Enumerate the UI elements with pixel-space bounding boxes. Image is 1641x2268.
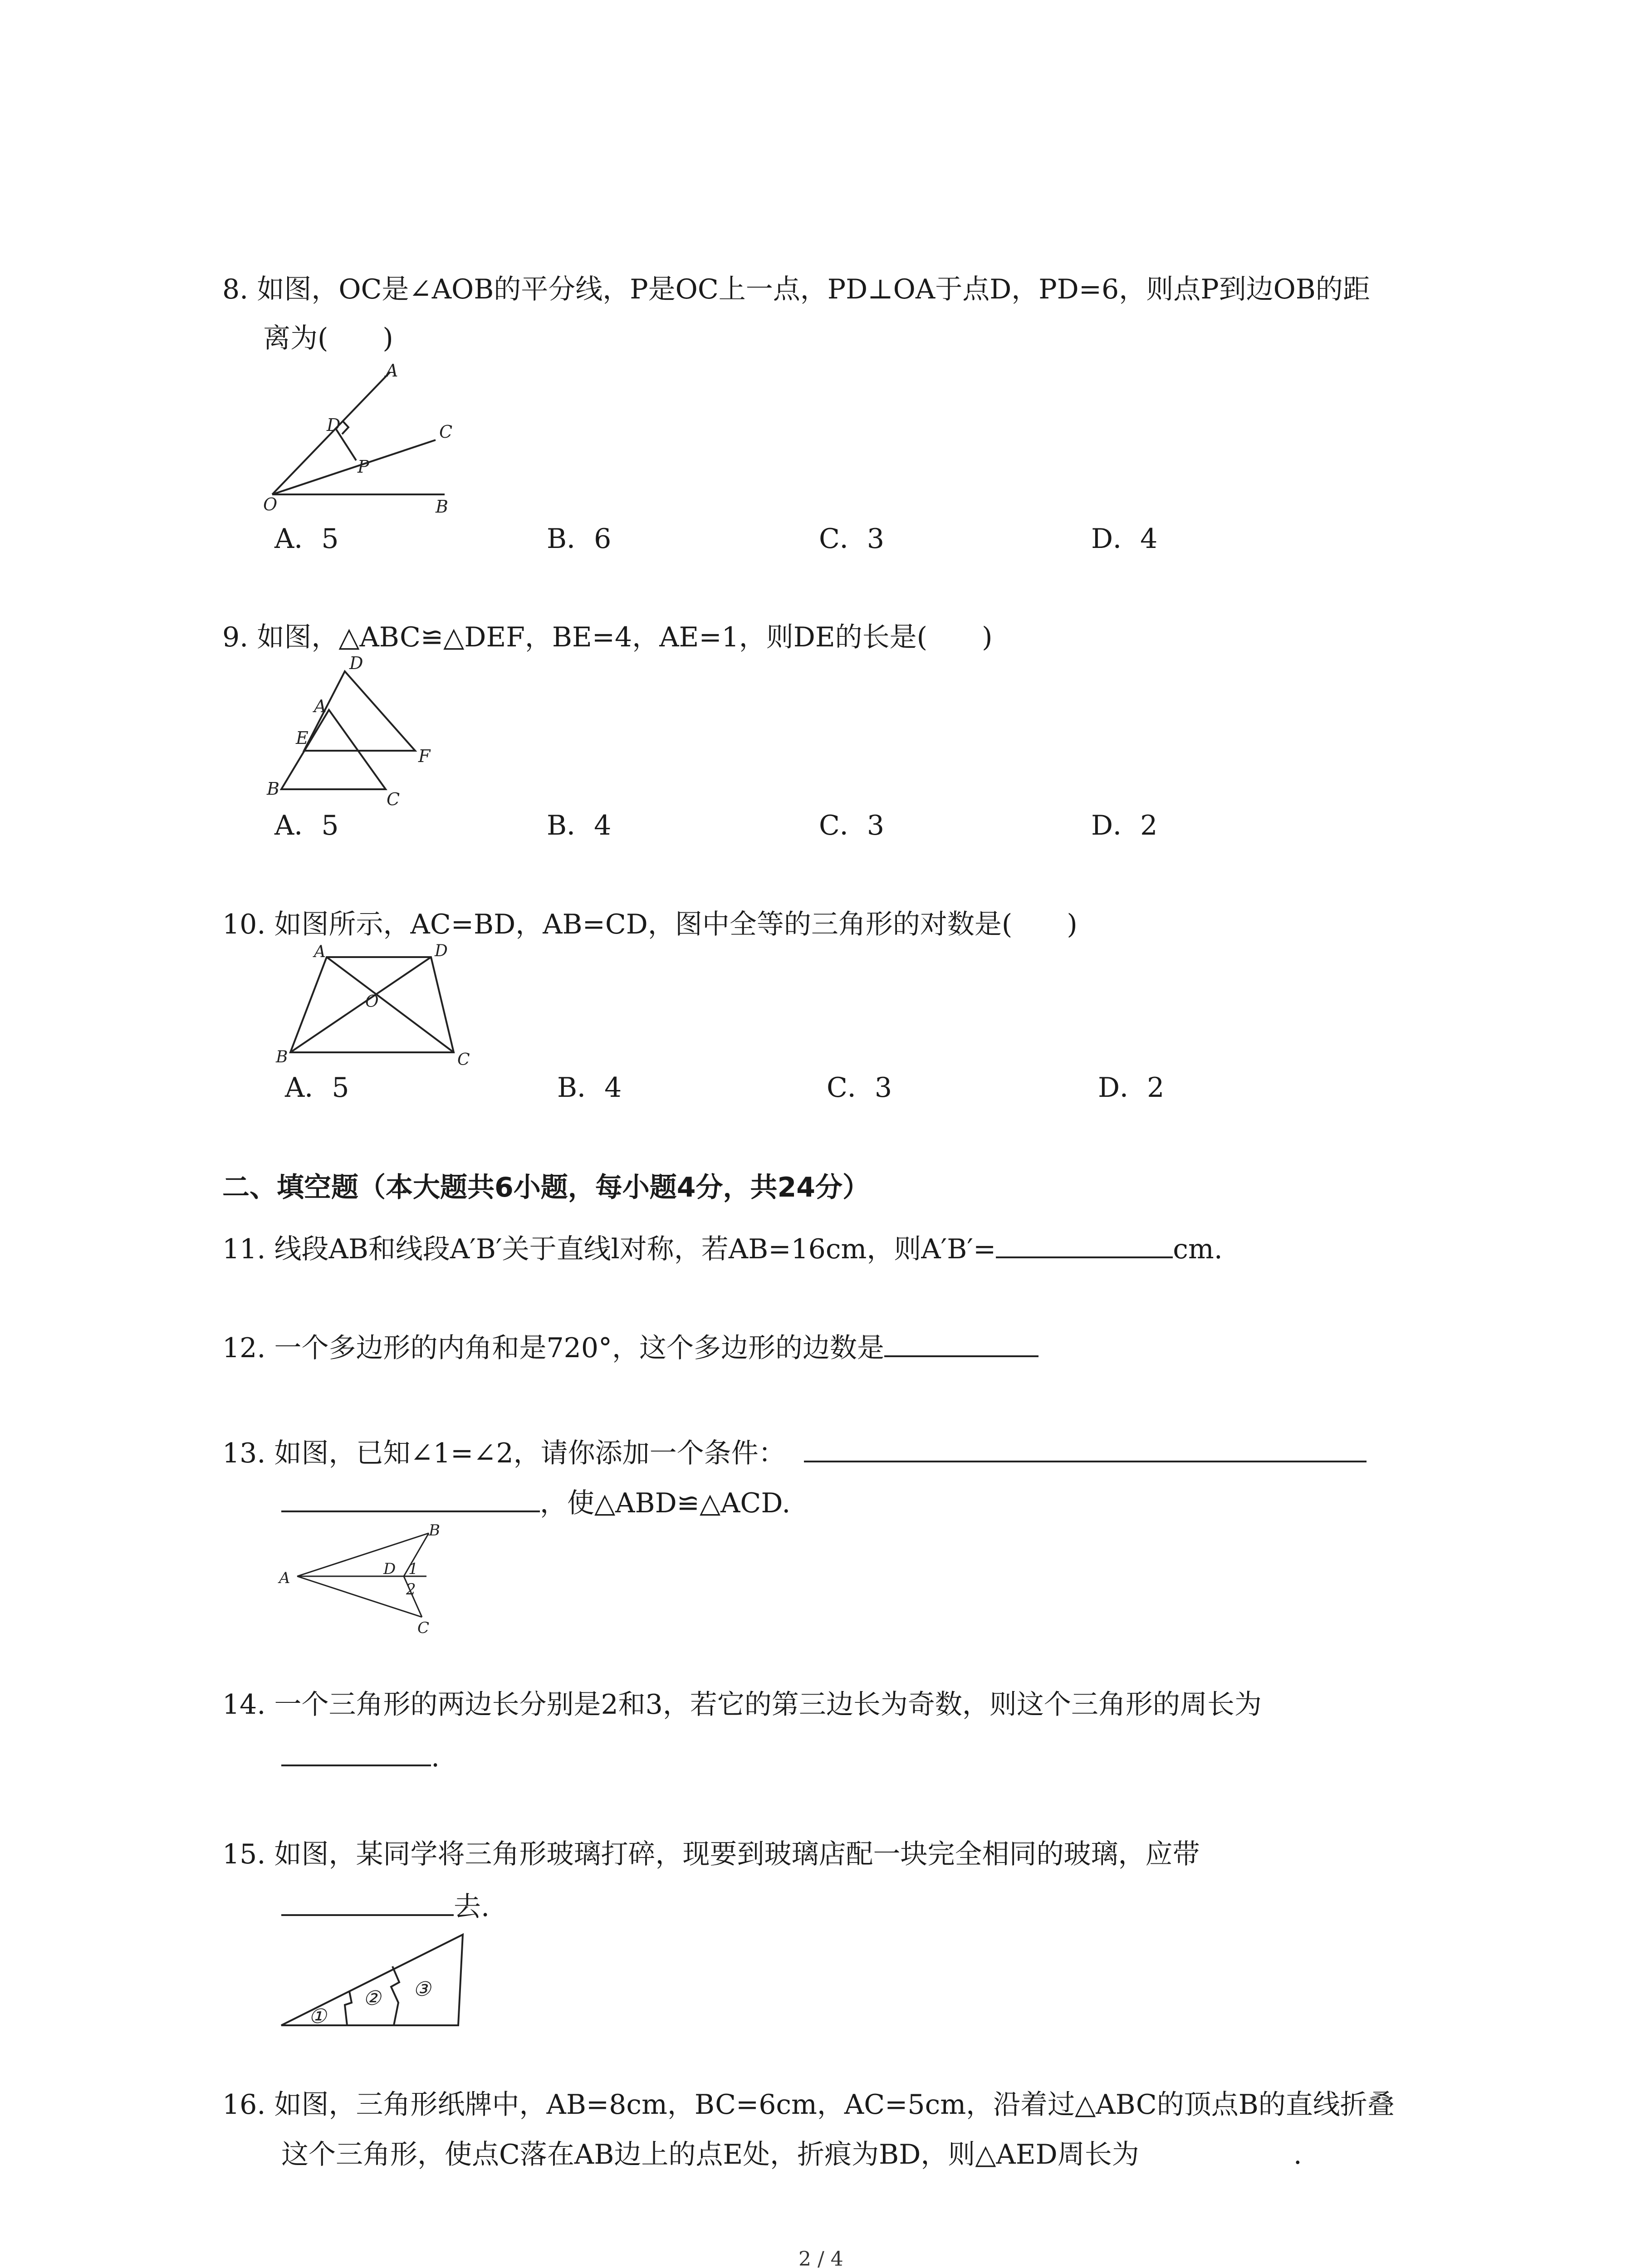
- q10-option-b[interactable]: B．4: [557, 1072, 622, 1104]
- q11-answer-blank[interactable]: [996, 1229, 1173, 1258]
- q8-line1: 8. 如图，OC是∠AOB的平分线，P是OC上一点，PD⊥OA于点D，PD=6，则点P到边OB的距: [222, 274, 1370, 305]
- q14-line2: .: [281, 1737, 440, 1775]
- q9-label-C: C: [387, 789, 400, 809]
- q9-label-F: F: [418, 746, 431, 766]
- q8-label-D: D: [327, 415, 341, 435]
- q13-label-A: A: [279, 1569, 290, 1587]
- q10-line1: 10. 如图所示，AC=BD，AB=CD，图中全等的三角形的对数是( ): [222, 909, 1078, 940]
- q13-label-2: 2: [406, 1580, 416, 1598]
- q10-label-D: D: [435, 943, 448, 960]
- q13-line2: ，使△ABD≌△ACD.: [281, 1483, 790, 1521]
- q14-answer-blank[interactable]: [281, 1737, 431, 1766]
- q16-line1: 16. 如图，三角形纸牌中，AB=8cm，BC=6cm，AC=5cm，沿着过△ABC的顶点B的直线折叠: [222, 2089, 1395, 2121]
- q9-option-a[interactable]: A．5: [274, 810, 339, 841]
- q10-figure: [263, 943, 499, 1077]
- q9-label-A: A: [314, 696, 327, 716]
- q14-line1: 14. 一个三角形的两边长分别是2和3，若它的第三边长为奇数，则这个三角形的周长为: [222, 1689, 1262, 1721]
- q8-figure: [254, 358, 472, 523]
- q10-label-O: O: [365, 992, 379, 1011]
- q10-label-A: A: [314, 943, 326, 961]
- q8-option-d[interactable]: D．4: [1091, 523, 1158, 555]
- q13-line1: 13. 如图，已知∠1=∠2，请你添加一个条件：: [222, 1433, 1367, 1471]
- q10-label-C: C: [457, 1051, 470, 1069]
- q11-line: 11. 线段AB和线段A′B′关于直线l对称，若AB=16cm，则A′B′= cm.: [222, 1229, 1223, 1267]
- q8-label-C: C: [439, 422, 453, 442]
- q12-answer-blank[interactable]: [884, 1328, 1038, 1357]
- q15-figure: [272, 1923, 472, 2043]
- q13-label-B: B: [429, 1521, 440, 1540]
- q9-option-c[interactable]: C．3: [819, 810, 885, 841]
- q8-option-c[interactable]: C．3: [819, 523, 885, 555]
- q15-line1: 15. 如图，某同学将三角形玻璃打碎，现要到玻璃店配一块完全相同的玻璃，应带: [222, 1838, 1200, 1870]
- q13-label-1: 1: [408, 1560, 418, 1578]
- q10-label-B: B: [276, 1048, 288, 1066]
- q10-option-a[interactable]: A．5: [285, 1072, 349, 1104]
- q13-label-C: C: [417, 1619, 430, 1637]
- q8-label-A: A: [386, 361, 398, 381]
- q13-figure: [272, 1520, 463, 1639]
- q9-label-E: E: [296, 728, 309, 748]
- q9-option-b[interactable]: B．4: [547, 810, 612, 841]
- q10-option-d[interactable]: D．2: [1098, 1072, 1165, 1104]
- q15-line2: 去.: [281, 1887, 490, 1925]
- q15-piece-1: ①: [309, 2005, 327, 2028]
- q8-label-B: B: [436, 497, 448, 517]
- q8-option-a[interactable]: A．5: [274, 523, 339, 555]
- q9-label-B: B: [267, 779, 279, 799]
- q12-line: 12. 一个多边形的内角和是720°，这个多边形的边数是: [222, 1328, 1038, 1366]
- q10-option-c[interactable]: C．3: [827, 1072, 892, 1104]
- q13-label-D: D: [383, 1560, 396, 1578]
- q16-line2: 这个三角形，使点C落在AB边上的点E处，折痕为BD，则△AED周长为 .: [281, 2139, 1302, 2170]
- q8-label-P: P: [358, 457, 369, 477]
- q13-answer-blank-2[interactable]: [281, 1483, 540, 1512]
- q9-option-d[interactable]: D．2: [1091, 810, 1158, 841]
- page-number: 2 / 4: [798, 2248, 843, 2268]
- q15-answer-blank[interactable]: [281, 1887, 454, 1916]
- q8-label-O: O: [263, 494, 278, 514]
- q13-answer-blank-1[interactable]: [804, 1433, 1367, 1462]
- section-title: 二、填空题（本大题共6小题，每小题4分，共24分）: [222, 1172, 870, 1203]
- q8-line2: 离为( ): [263, 323, 393, 354]
- q15-piece-2: ②: [363, 1987, 381, 2010]
- q8-option-b[interactable]: B．6: [547, 523, 612, 555]
- q9-figure: [254, 653, 454, 818]
- q9-line1: 9. 如图，△ABC≌△DEF，BE=4，AE=1，则DE的长是( ): [222, 621, 993, 653]
- q15-piece-3: ③: [413, 1978, 431, 2001]
- q9-label-D: D: [349, 653, 363, 673]
